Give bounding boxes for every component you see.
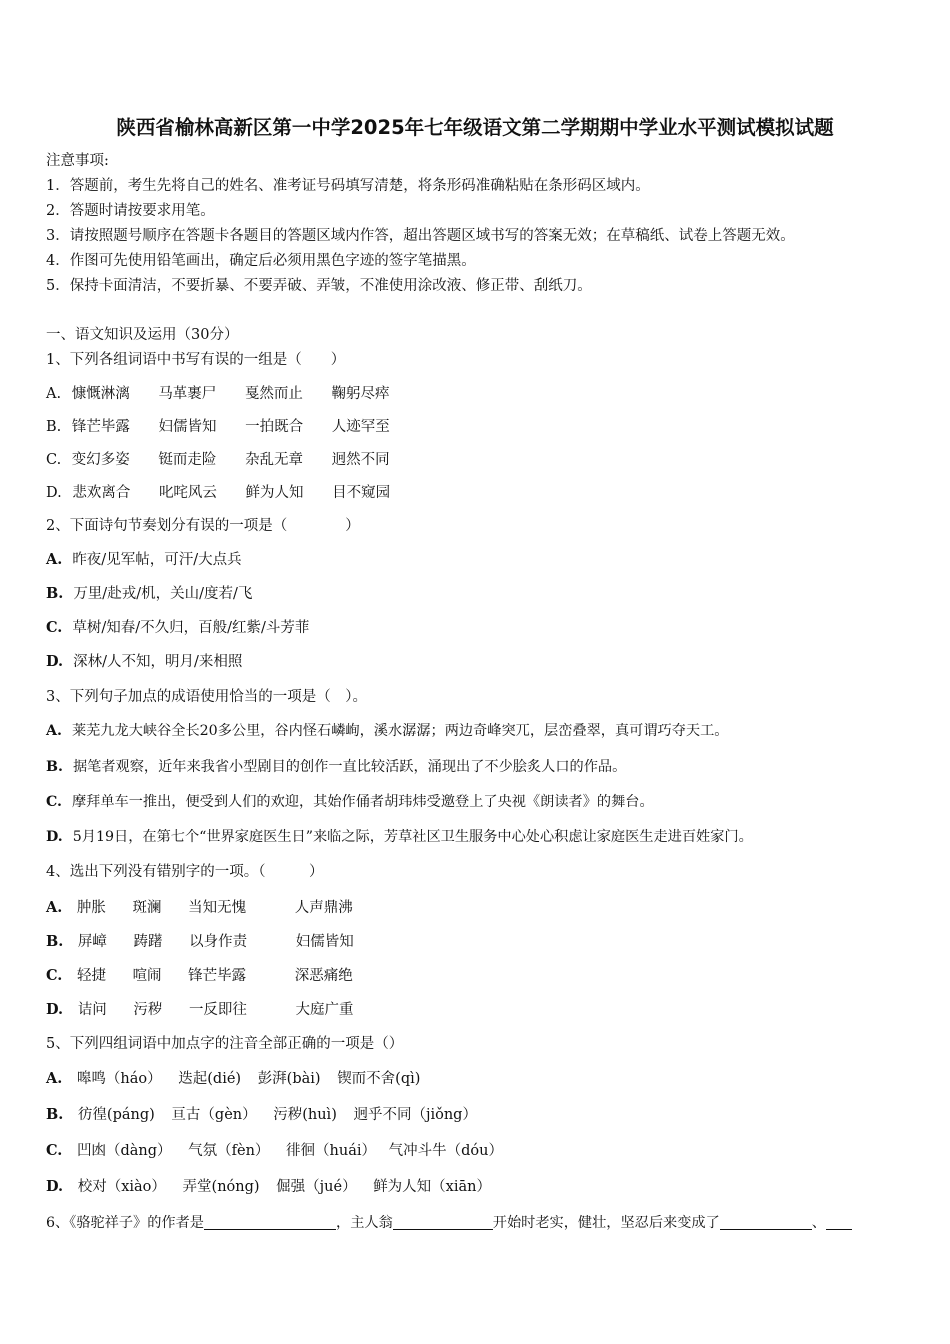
- option-word: 当知无愧: [188, 900, 247, 916]
- option-word: 喧闹: [132, 968, 162, 984]
- option-label: B.: [46, 1106, 64, 1123]
- option-word: 亘古（gèn）: [171, 1107, 257, 1123]
- option-text: 草树/知春/不久归，百般/红紫/斗芳菲: [72, 620, 310, 636]
- option-label: C.: [46, 967, 63, 984]
- option-text: 莱芜九龙大峡谷全长20多公里，谷内怪石嶙峋，溪水潺潺；两边奇峰突兀，层峦叠翠，真可谓巧夺天工。: [71, 723, 729, 739]
- option-label: A.: [46, 723, 62, 739]
- option-label: C.: [46, 452, 62, 468]
- option-word: 大庭广重: [295, 1002, 354, 1018]
- option-word: 一反即往: [188, 1002, 247, 1018]
- option-word: 凹凼（dàng）: [76, 1143, 172, 1159]
- option-word: 屏嶂: [77, 934, 107, 950]
- option-word: 深恶痛绝: [294, 968, 353, 984]
- option-word: 铤而走险: [158, 452, 217, 468]
- option-word: 轻捷: [76, 968, 106, 984]
- option-label: D.: [46, 653, 64, 670]
- option-word: 锋芒毕露: [188, 968, 247, 984]
- option-word: 人声鼎沸: [294, 900, 353, 916]
- option-label: D.: [46, 1178, 64, 1195]
- option-word: 斑澜: [132, 900, 162, 916]
- option-word: 迥然不同: [331, 452, 390, 468]
- option-word: 杂乱无章: [245, 452, 304, 468]
- notice-item: 1．答题前，考生先将自己的姓名、准考证号码填写清楚，将条形码准确粘贴在条形码区域内。: [46, 178, 650, 194]
- option-word: 徘徊（huái）: [286, 1143, 376, 1159]
- option-word: 鞠躬尽瘁: [331, 386, 390, 402]
- option-text: 万里/赴戎/机，关山/度若/飞: [73, 586, 253, 602]
- option-word: 妇儒皆知: [295, 934, 354, 950]
- option-word: 目不窥园: [332, 485, 391, 501]
- option-label: D.: [46, 485, 62, 501]
- option-text: 深林/人不知，明月/来相照: [73, 654, 243, 670]
- option-text: 摩拜单车一推出，便受到人们的欢迎，其始作俑者胡玮炜受邀登上了央视《朗读者》的舞台。: [71, 794, 654, 810]
- option-word: 悲欢离合: [72, 485, 131, 501]
- option-word: 肿胀: [76, 900, 106, 916]
- option-label: A.: [46, 551, 63, 568]
- option-word: 嗥鸣（háo）: [76, 1071, 162, 1087]
- option-word: 马革裹尸: [158, 386, 217, 402]
- question-stem: 4、选出下列没有错别字的一项。（ ）: [46, 864, 324, 880]
- option-word: 彭湃(bài): [257, 1071, 321, 1087]
- section-heading: 一、语文知识及运用（30分）: [46, 327, 239, 343]
- option-word: 弄堂(nóng): [182, 1179, 260, 1195]
- option-row: [46, 721, 728, 741]
- option-row: [46, 898, 353, 918]
- answer-blank[interactable]: [826, 1213, 852, 1230]
- option-text: 5月19日，在第七个“世界家庭医生日”来临之际，芳草社区卫生服务中心处心积虑让家庭医生走进百姓家门。: [72, 829, 753, 845]
- answer-blank[interactable]: [204, 1213, 336, 1230]
- option-word: 气氛（fèn）: [188, 1143, 270, 1159]
- question-fill-in: [46, 1213, 852, 1233]
- option-row: [46, 757, 626, 777]
- option-word: 鲜为人知（xiān）: [373, 1179, 491, 1195]
- answer-blank[interactable]: [720, 1213, 812, 1230]
- option-word: 一拍既合: [245, 419, 304, 435]
- notice-item: 3．请按照题号顺序在答题卡各题目的答题区域内作答，超出答题区域书写的答案无效；在草稿纸、试卷上答题无效。: [46, 228, 795, 244]
- option-text: 昨夜/见军帖，可汗/大点兵: [72, 552, 242, 568]
- option-label: A.: [46, 386, 62, 402]
- notice-item: 5．保持卡面清洁，不要折暴、不要弄破、弄皱，不准使用涂改液、修正带、刮纸刀。: [46, 278, 592, 294]
- notice-item: 4．作图可先使用铅笔画出，确定后必须用黑色字迹的签字笔描黑。: [46, 253, 476, 269]
- option-row: [46, 550, 242, 570]
- option-word: 污秽(huì): [273, 1107, 337, 1123]
- option-label: B.: [46, 419, 62, 435]
- option-word: 慷慨淋漓: [71, 386, 130, 402]
- q6-text: 、: [811, 1215, 826, 1231]
- question-stem: 2、下面诗句节奏划分有误的一项是（ ）: [46, 518, 360, 534]
- option-row: [46, 450, 390, 470]
- option-label: D.: [46, 829, 63, 845]
- q6-text: 开始时老实，健壮，坚忍后来变成了: [492, 1215, 720, 1231]
- option-label: C.: [46, 794, 62, 810]
- option-word: 倔强（jué）: [276, 1179, 357, 1195]
- notice-heading: 注意事项:: [46, 153, 109, 169]
- option-word: 气冲斗牛（dóu）: [388, 1143, 503, 1159]
- option-word: 锋芒毕露: [71, 419, 130, 435]
- option-label: C.: [46, 1142, 63, 1159]
- question-stem: 3、下列句子加点的成语使用恰当的一项是（ ）。: [46, 689, 367, 705]
- option-row: [46, 1000, 354, 1020]
- option-word: 妇儒皆知: [158, 419, 217, 435]
- option-word: 污秽: [133, 1002, 163, 1018]
- option-row: [46, 1069, 420, 1089]
- option-word: 踌躇: [133, 934, 163, 950]
- option-label: B.: [46, 933, 64, 950]
- q6-text: 6、《骆驼祥子》的作者是: [46, 1215, 204, 1231]
- option-row: [46, 618, 309, 638]
- option-row: [46, 932, 354, 952]
- option-word: 以身作责: [189, 934, 248, 950]
- option-word: 彷徨(páng): [77, 1107, 155, 1123]
- option-label: B.: [46, 759, 63, 775]
- option-row: [46, 483, 390, 503]
- option-text: 据笔者观察，近年来我省小型剧目的创作一直比较活跃，涌现出了不少脍炙人口的作品。: [72, 759, 627, 775]
- option-word: 迥乎不同（jiǒng）: [353, 1107, 477, 1123]
- option-row: [46, 384, 390, 404]
- option-row: [46, 584, 252, 604]
- option-word: 人迹罕至: [331, 419, 390, 435]
- question-stem: 5、下列四组词语中加点字的注音全部正确的一项是（）: [46, 1036, 404, 1052]
- option-row: [46, 417, 390, 437]
- option-row: [46, 1141, 503, 1161]
- option-word: 校对（xiào）: [77, 1179, 166, 1195]
- page-title: 陕西省榆林高新区第一中学2025年七年级语文第二学期期中学业水平测试模拟试题: [116, 116, 834, 139]
- option-label: D.: [46, 1001, 64, 1018]
- option-word: 鲜为人知: [245, 485, 304, 501]
- option-word: 锲而不舍(qì): [337, 1071, 421, 1087]
- option-word: 戛然而止: [244, 386, 303, 402]
- option-row: [46, 792, 654, 812]
- option-label: B.: [46, 585, 64, 602]
- question-stem: 1、下列各组词语中书写有误的一组是（ ）: [46, 352, 346, 368]
- option-word: 诘问: [77, 1002, 107, 1018]
- option-label: A.: [46, 1070, 63, 1087]
- option-label: A.: [46, 899, 63, 916]
- answer-blank[interactable]: [393, 1213, 493, 1230]
- q6-text: ，主人翁: [336, 1215, 393, 1231]
- option-row: [46, 966, 353, 986]
- option-row: [46, 1105, 477, 1125]
- option-word: 叱咤风云: [158, 485, 217, 501]
- option-row: [46, 652, 242, 672]
- option-word: 变幻多姿: [71, 452, 130, 468]
- option-word: 迭起(dié): [178, 1071, 242, 1087]
- option-row: [46, 827, 753, 847]
- option-label: C.: [46, 619, 63, 636]
- notice-item: 2．答题时请按要求用笔。: [46, 203, 215, 219]
- option-row: [46, 1177, 491, 1197]
